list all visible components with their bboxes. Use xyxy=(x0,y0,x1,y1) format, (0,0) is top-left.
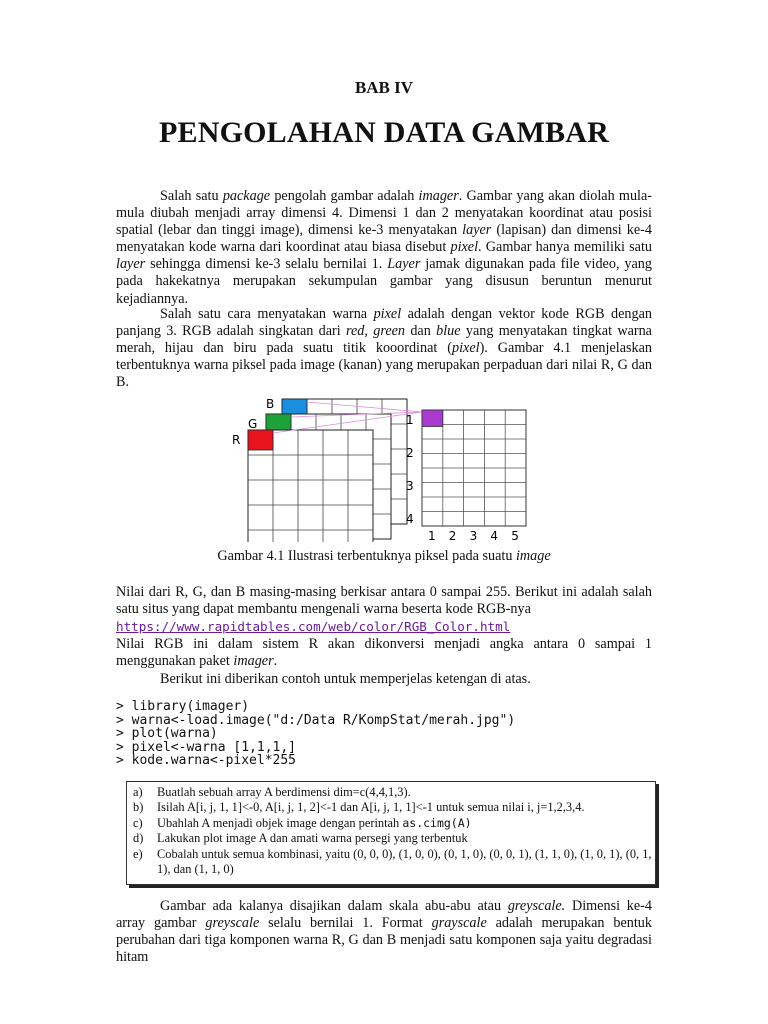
exercise-item xyxy=(133,800,655,815)
paragraph-intro: Salah satu package pengolah gambar adalah imager. Gambar yang akan diolah mula-mula diubah menjadi array dimensi 4. Dimensi 1 dan 2 menyatakan koordinat atau posisi spatial (lebar dan tinggi image), dimensi ke-3 menyatakan layer (lapisan) dan dimensi ke-4 menyatakan kode warna dari koordinat atau biasa disebut pixel. Gambar hanya memiliki satu layer sehingga dimensi ke-3 selalu bernilai 1. Layer jamak digunakan pada file video, yang pada hakekatnya merupakan sekumpulan gambar yang disusun beruntun menurut kejadiannya. xyxy=(116,188,652,307)
label-g: G xyxy=(248,417,258,431)
label-r: R xyxy=(232,433,241,447)
row-label: 3 xyxy=(406,479,414,493)
exercise-letter: b) xyxy=(133,800,144,815)
exercise-letter: e) xyxy=(133,846,143,861)
exercise-text: Isilah A[i, j, 1, 1]<-0, A[i, j, 1, 2]<-1 dan A[i, j, 1, 1]<-1 untuk semua nilai i, j=1,2,3,4. xyxy=(157,800,585,815)
code-line: > library(imager) xyxy=(116,699,250,714)
row-label: 1 xyxy=(406,413,414,427)
row-label: 2 xyxy=(406,446,414,460)
label-b: B xyxy=(266,397,275,411)
code-line: > kode.warna<-pixel*255 xyxy=(116,753,297,769)
chapter-title: PENGOLAHAN DATA GAMBAR xyxy=(159,116,609,149)
paragraph-greyscale: Gambar ada kalanya disajikan dalam skala abu-abu atau greyscale. Dimensi ke-4 array gambar greyscale selalu bernilai 1. Format grayscale adalah merupakan bentuk perubahan dari tiga komponen warna R, G dan B menjadi satu komponen saja yaitu degradasi hitam xyxy=(116,898,652,966)
column-labels xyxy=(428,529,519,542)
rgb-pixel-diagram xyxy=(232,394,536,542)
exercise-code: as.cimg(A) xyxy=(402,815,472,830)
column-label: 5 xyxy=(511,529,519,542)
result-image-grid xyxy=(422,410,526,526)
channel-pixel xyxy=(248,430,273,450)
exercise-box xyxy=(126,781,656,885)
red-layer xyxy=(248,430,373,542)
code-line: > pixel<-warna [1,1,1,] xyxy=(116,739,297,755)
figure-caption: Gambar 4.1 Ilustrasi terbentuknya piksel pada suatu image xyxy=(217,548,551,564)
column-label: 3 xyxy=(469,529,478,542)
exercise-text: Cobalah untuk semua kombinasi, yaitu (0, 0, 0), (1, 0, 0), (0, 1, 0), (0, 0, 1), (1, 1, 0), (1, 0, 1), (0, 1, 1), dan (1, 1, 0) xyxy=(157,846,652,877)
exercise-item xyxy=(133,847,655,878)
paragraph-example-intro: Berikut ini diberikan contoh untuk memperjelas ketengan di atas. xyxy=(160,671,531,687)
column-label: 4 xyxy=(490,529,499,542)
rgb-layer-stack xyxy=(248,399,407,542)
exercise-letter: d) xyxy=(133,831,144,846)
combined-pixel xyxy=(422,410,443,427)
code-line: > warna<-load.image("d:/Data R/KompStat/merah.jpg") xyxy=(116,712,516,728)
exercise-item xyxy=(133,785,655,800)
exercise-letter: a) xyxy=(133,785,143,799)
code-block xyxy=(116,700,515,768)
exercise-item xyxy=(133,831,655,846)
chapter-label: BAB IV xyxy=(354,78,414,97)
column-label: 1 xyxy=(428,529,436,542)
code-line: > plot(warna) xyxy=(116,726,218,742)
row-label: 4 xyxy=(406,512,414,526)
exercise-text: Lakukan plot image A dan amati warna persegi yang terbentuk xyxy=(157,831,468,846)
paragraph-rgb: Salah satu cara menyatakan warna pixel adalah dengan vektor kode RGB dengan panjang 3. RGB adalah singkatan dari red, green dan blue yang menyatakan tingkat warna merah, hijau dan biru pada suatu titik kooordinat (pixel). Gambar 4.1 menjelaskan terbentuknya warna piksel pada image (kanan) yang merupakan perpaduan dari nilai R, G dan B. xyxy=(116,306,653,391)
rgb-color-link[interactable]: https://www.rapidtables.com/web/color/RGB_Color.html xyxy=(116,619,511,635)
exercise-item xyxy=(133,816,655,831)
paragraph-range: Nilai dari R, G, dan B masing-masing berkisar antara 0 sampai 255. Berikut ini adalah salah satu situs yang dapat membantu mengenali warna beserta kode RGB-nya https://www.rapidtables.com/web/color/RGB_Color.html Nilai RGB ini dalam sistem R akan dikonversi menjadi angka antara 0 sampai 1 menggunakan paket imager. xyxy=(116,584,652,670)
column-label: 2 xyxy=(448,529,457,542)
exercise-text: Ubahlah A menjadi objek image dengan perintah as.cimg(A) xyxy=(157,815,472,830)
exercise-letter: c) xyxy=(133,815,143,830)
exercise-text: Buatlah sebuah array A berdimensi dim=c(4,4,1,3). xyxy=(157,785,411,799)
